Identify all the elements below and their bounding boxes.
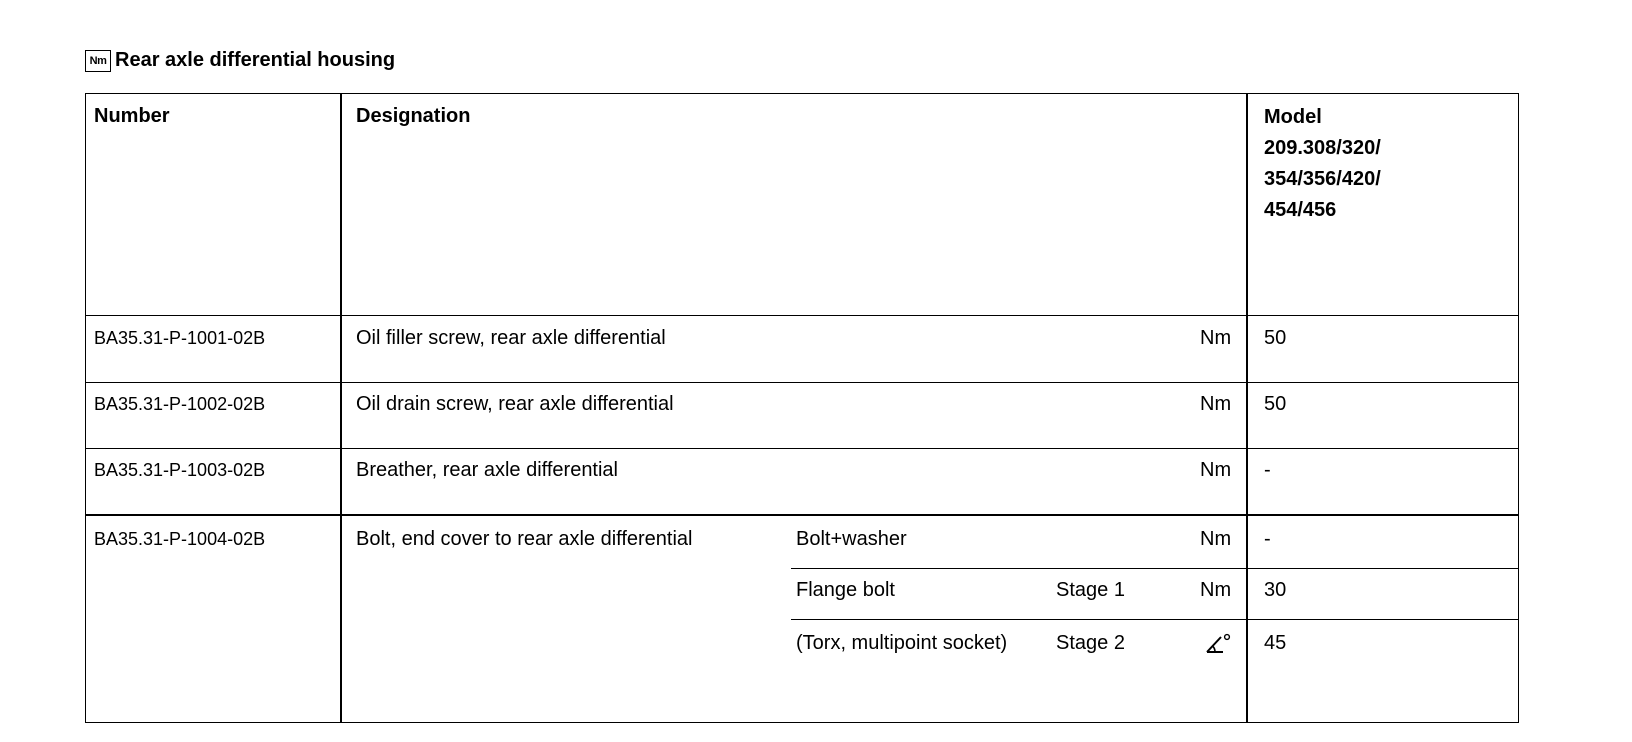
row-value: 50 xyxy=(1264,327,1287,349)
sub-row-value: - xyxy=(1264,528,1271,550)
row-designation: Breather, rear axle differential xyxy=(356,459,619,481)
header-model xyxy=(1264,102,1424,226)
row-value: - xyxy=(1264,459,1271,481)
row-designation: Bolt, end cover to rear axle differential xyxy=(356,528,693,550)
row-designation: Oil drain screw, rear axle differential xyxy=(356,393,674,415)
sub-row-stage: Stage 1 xyxy=(1056,579,1125,601)
row-designation: Oil filler screw, rear axle differential xyxy=(356,327,666,349)
angle-degree-icon xyxy=(1204,632,1232,656)
sub-row-unit: Nm xyxy=(1200,528,1232,550)
row-value: 50 xyxy=(1264,393,1287,415)
row-divider-3 xyxy=(86,514,1518,516)
header-number: Number xyxy=(94,105,170,127)
row-unit: Nm xyxy=(1200,393,1232,415)
sub-row-part: Flange bolt xyxy=(796,579,895,601)
document-heading xyxy=(85,49,395,72)
row-unit: Nm xyxy=(1200,459,1232,481)
sub-row-unit: Nm xyxy=(1200,579,1232,601)
sub-row-stage: Stage 2 xyxy=(1056,632,1125,654)
row-unit: Nm xyxy=(1200,327,1232,349)
header-model-line: 209.308/320/ xyxy=(1264,137,1381,159)
row-divider-1 xyxy=(86,382,1518,383)
row-divider-2 xyxy=(86,448,1518,449)
row-number: BA35.31-P-1004-02B xyxy=(94,529,266,549)
header-designation: Designation xyxy=(356,105,471,127)
header-row-divider xyxy=(86,315,1518,316)
sub-row-value: 30 xyxy=(1264,579,1287,601)
col-divider-model xyxy=(1246,94,1248,722)
row-number: BA35.31-P-1001-02B xyxy=(94,328,266,348)
document-title: Rear axle differential housing xyxy=(115,49,396,71)
sub-row-divider-2 xyxy=(791,619,1518,620)
row-number: BA35.31-P-1002-02B xyxy=(94,394,266,414)
sub-row-value: 45 xyxy=(1264,632,1287,654)
row-number: BA35.31-P-1003-02B xyxy=(94,460,266,480)
header-model-line: 454/456 xyxy=(1264,199,1337,221)
sub-row-part: Bolt+washer xyxy=(796,528,907,550)
col-divider-number xyxy=(340,94,342,722)
torque-table xyxy=(85,93,1519,723)
nm-badge-icon: Nm xyxy=(85,50,111,72)
sub-row-part: (Torx, multipoint socket) xyxy=(796,632,1008,654)
sub-row-divider-1 xyxy=(791,568,1518,569)
header-model-label: Model xyxy=(1264,106,1322,128)
header-model-line: 354/356/420/ xyxy=(1264,168,1381,190)
